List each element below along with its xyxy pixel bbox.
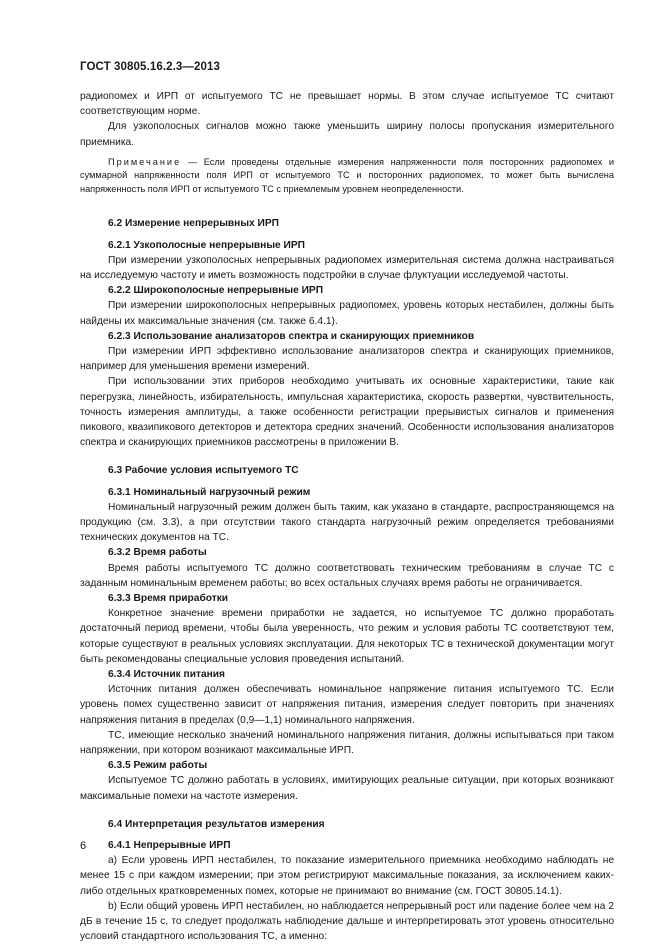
document-header: ГОСТ 30805.16.2.3—2013 [80,61,220,73]
section-6-4-1-item-a: а) Если уровень ИРП нестабилен, то показание измерительного приемника необходимо наблюдать не менее 15 с при каждом измерении; при этом регистрируют максимальные показания, за исключением каких-либо отдельных кратковременных помех, которые не принимают во внимание (см. ГОСТ 30805.14.1). [80,855,614,897]
page-number: 6 [80,840,87,852]
intro-paragraph-1: радиопомех и ИРП от испытуемого ТС не превышает нормы. В этом случае испытуемое ТС считают соответствующим норме. [80,91,614,118]
section-6-3-2-title: 6.3.2 Время работы [108,547,207,559]
page-content [80,89,614,944]
note-dash: — [187,156,198,167]
section-6-3-4-text-1: Источник питания должен обеспечивать номинальное напряжение питания испытуемого ТС. Если уровень помех существенно зависит от напряжения питания, измерения следует повторить при значениях напряжения питания в пределах (0,9—1,1) номинального напряжения. [80,684,614,726]
section-6-2-1-text: При измерении узкополосных непрерывных радиопомех измерительная система должна настраиваться на исследуемую частоту и иметь возможность подстройки в случае флуктуации исследуемой частоты. [80,254,614,281]
note [80,156,614,197]
section-6-3-4-title: 6.3.4 Источник питания [108,669,225,680]
note-text: Если проведены отдельные измерения напряженности поля посторонних радиопомех и суммарной напряженности поля ИРП от испытуемого ТС и посторонних радиопомех, то может быть вычислена напряженность поля ИРП от испытуемого ТС с приемлемым уровнем неопределенности. [80,156,614,194]
section-6-3-5-title: 6.3.5 Режим работы [108,760,208,772]
intro-paragraph-2: Для узкополосных сигналов можно также уменьшить ширину полосы пропускания измерительного приемника. [80,121,614,148]
section-6-3-1-title: 6.3.1 Номинальный нагрузочный режим [108,486,311,498]
section-6-2-title: 6.2 Измерение непрерывных ИРП [108,218,279,230]
section-6-3-4-text-2: ТС, имеющие несколько значений номинального напряжения питания, должны испытываться при таком напряжении, при котором возникают максимальные ИРП. [80,729,614,757]
section-6-2-2-text: При измерении широкополосных непрерывных радиопомех, уровень которых нестабилен, должны быть найдены их максимальные значения (см. также 6.4.1). [80,300,614,327]
section-6-3-5-text: Испытуемое ТС должно работать в условиях, имитирующих реальные ситуации, при которых возникают максимальные помехи на частоте измерения. [80,775,614,802]
section-6-4-1-title: 6.4.1 Непрерывные ИРП [108,840,231,852]
section-6-2-3-title: 6.2.3 Использование анализаторов спектра и сканирующих приемников [108,330,475,342]
section-6-4-1-item-b: b) Если общий уровень ИРП нестабилен, но наблюдается непрерывный рост или падение более чем на 2 дБ в течение 15 с, то следует продолжать наблюдение дальше и интерпретировать этот уровень относительно условий стандартного использования ТС, а именно: [80,900,614,943]
note-label: Примечание [108,156,182,167]
section-6-2-3-text-1: При измерении ИРП эффективно использование анализаторов спектра и сканирующих приемников, например для уменьшения времени измерений. [80,345,614,373]
section-6-3-1-text: Номинальный нагрузочный режим должен быть таким, как указано в стандарте, распространяющемся на продукцию (см. 3.3), а при отсутствии такого стандарта нагрузочный режим определяется требованиями технических документов на ТС. [80,501,614,544]
section-6-3-3-title: 6.3.3 Время приработки [108,592,229,604]
section-6-2-1-title: 6.2.1 Узкополосные непрерывные ИРП [108,239,305,251]
section-6-2-3-text-2: При использовании этих приборов необходимо учитывать их основные характеристики, такие как перегрузка, линейность, избирательность, импульсная характеристика, скорость развертки, чувствительность, точность измерения амплитуды, а также особенности регистрации прерывистых сигналов и применения пикового, квазипикового детекторов и детектора средних значений. Особенности использования анализаторов спектра и сканирующих приемников рассмотрены в приложении В. [80,376,614,449]
section-6-3-2-text: Время работы испытуемого ТС должно соответствовать техническим требованиям в случае ТС с заданным номинальным временем работы; во всех остальных случаях время работы не ограничивается. [80,562,614,589]
section-6-3-3-text: Конкретное значение времени приработки не задается, но испытуемое ТС должно проработать достаточный период времени, чтобы была уверенность, что режим и условия работы ТС соответствуют тем, которые существуют в реальных условиях эксплуатации. Для некоторых ТС в технической документации могут быть рекомендованы специальные условия проведения испытаний. [80,608,614,665]
section-6-3-title: 6.3 Рабочие условия испытуемого ТС [108,465,299,477]
section-6-2-2-title: 6.2.2 Широкополосные непрерывные ИРП [108,285,324,297]
section-6-4-title: 6.4 Интерпретация результатов измерения [108,818,325,830]
